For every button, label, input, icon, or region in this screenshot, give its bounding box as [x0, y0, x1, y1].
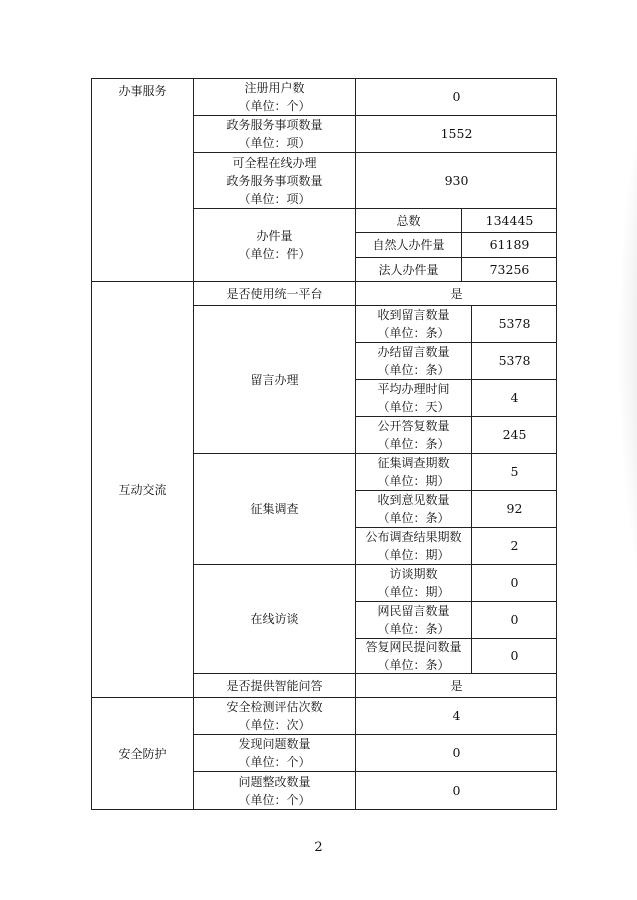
section-label-service	[91, 78, 193, 281]
label-case-total: 总数	[355, 208, 461, 232]
value-opinions-received: 92	[471, 490, 557, 527]
page-edge-shadow	[617, 40, 637, 660]
row-label-average-time	[355, 379, 471, 416]
section-service-text: 办事服务	[118, 84, 167, 98]
messages-received-unit: （单位：条）	[377, 326, 450, 340]
value-legal-person-cases: 73256	[461, 257, 557, 281]
row-label-answered-questions	[355, 638, 471, 673]
netizen-messages-label: 网民留言数量	[377, 604, 450, 618]
security-assessments-label: 安全检测评估次数	[226, 700, 323, 714]
registered-users-unit: （单位：个）	[238, 99, 311, 113]
section-label-security: 安全防护	[91, 697, 193, 810]
row-label-survey-periods	[355, 453, 471, 490]
interview-periods-label: 访谈期数	[389, 567, 438, 581]
group-label-survey: 征集调查	[193, 453, 355, 564]
messages-received-label: 收到留言数量	[377, 308, 450, 322]
messages-done-unit: （单位：条）	[377, 363, 450, 377]
survey-periods-unit: （单位：期）	[377, 474, 450, 488]
problems-fixed-label: 问题整改数量	[238, 775, 311, 789]
row-label-online-items	[193, 152, 355, 208]
row-label-opinions-received	[355, 490, 471, 527]
average-time-unit: （单位：天）	[377, 400, 450, 414]
page-number: 2	[314, 840, 323, 855]
row-label-service-items	[193, 115, 355, 152]
public-replies-unit: （单位：条）	[377, 437, 450, 451]
value-netizen-messages: 0	[471, 601, 557, 638]
case-volume-unit: （单位：件）	[238, 247, 311, 261]
value-messages-done: 5378	[471, 342, 557, 379]
opinions-received-label: 收到意见数量	[377, 493, 450, 507]
section-label-interaction: 互动交流	[91, 281, 193, 697]
survey-periods-label: 征集调查期数	[377, 456, 450, 470]
row-label-registered-users	[193, 78, 355, 115]
value-survey-results: 2	[471, 527, 557, 564]
row-label-netizen-messages	[355, 601, 471, 638]
value-public-replies: 245	[471, 416, 557, 453]
row-label-case-volume	[193, 208, 355, 281]
online-items-unit: （单位：项）	[238, 191, 311, 206]
registered-users-label: 注册用户数	[244, 81, 305, 95]
value-problems-fixed: 0	[355, 771, 557, 810]
group-label-online-interview: 在线访谈	[193, 564, 355, 673]
value-registered-users: 0	[355, 78, 557, 115]
public-replies-label: 公开答复数量	[377, 419, 450, 433]
security-assessments-unit: （单位：次）	[238, 718, 311, 732]
value-case-total: 134445	[461, 208, 557, 232]
row-label-problems-fixed	[193, 771, 355, 810]
value-service-items: 1552	[355, 115, 557, 152]
row-label-messages-received	[355, 305, 471, 342]
row-label-survey-results	[355, 527, 471, 564]
label-legal-person-cases: 法人办件量	[355, 257, 461, 281]
row-label-security-assessments	[193, 697, 355, 734]
service-items-unit: （单位：项）	[238, 136, 311, 150]
row-label-public-replies	[355, 416, 471, 453]
row-label-interview-periods	[355, 564, 471, 601]
survey-results-unit: （单位：期）	[377, 548, 450, 562]
problems-fixed-unit: （单位：个）	[238, 793, 311, 807]
group-label-messages: 留言办理	[193, 305, 355, 453]
label-unified-platform: 是否使用统一平台	[193, 281, 355, 305]
value-answered-questions: 0	[471, 638, 557, 673]
value-online-items: 930	[355, 152, 557, 208]
problems-found-unit: （单位：个）	[238, 755, 311, 769]
value-problems-found: 0	[355, 734, 557, 771]
answered-questions-unit: （单位：条）	[377, 658, 450, 672]
netizen-messages-unit: （单位：条）	[377, 622, 450, 636]
answered-questions-label: 答复网民提问数量	[365, 640, 462, 654]
label-smart-qa: 是否提供智能问答	[193, 673, 355, 697]
messages-done-label: 办结留言数量	[377, 345, 450, 359]
opinions-received-unit: （单位：条）	[377, 511, 450, 525]
survey-results-label: 公布调查结果期数	[365, 530, 462, 544]
service-items-label: 政务服务事项数量	[226, 118, 323, 132]
row-label-problems-found	[193, 734, 355, 771]
value-unified-platform: 是	[355, 281, 557, 305]
row-label-messages-done	[355, 342, 471, 379]
value-smart-qa: 是	[355, 673, 557, 697]
case-volume-label: 办件量	[256, 229, 293, 243]
value-interview-periods: 0	[471, 564, 557, 601]
value-average-time: 4	[471, 379, 557, 416]
value-messages-received: 5378	[471, 305, 557, 342]
average-time-label: 平均办理时间	[377, 382, 450, 396]
value-security-assessments: 4	[355, 697, 557, 734]
online-items-label-1: 可全程在线办理	[232, 155, 317, 170]
statistics-table	[91, 78, 557, 810]
online-items-label-2: 政务服务事项数量	[226, 173, 323, 188]
value-survey-periods: 5	[471, 453, 557, 490]
value-natural-person-cases: 61189	[461, 232, 557, 257]
interview-periods-unit: （单位：期）	[377, 585, 450, 599]
problems-found-label: 发现问题数量	[238, 737, 311, 751]
label-natural-person-cases: 自然人办件量	[355, 232, 461, 257]
